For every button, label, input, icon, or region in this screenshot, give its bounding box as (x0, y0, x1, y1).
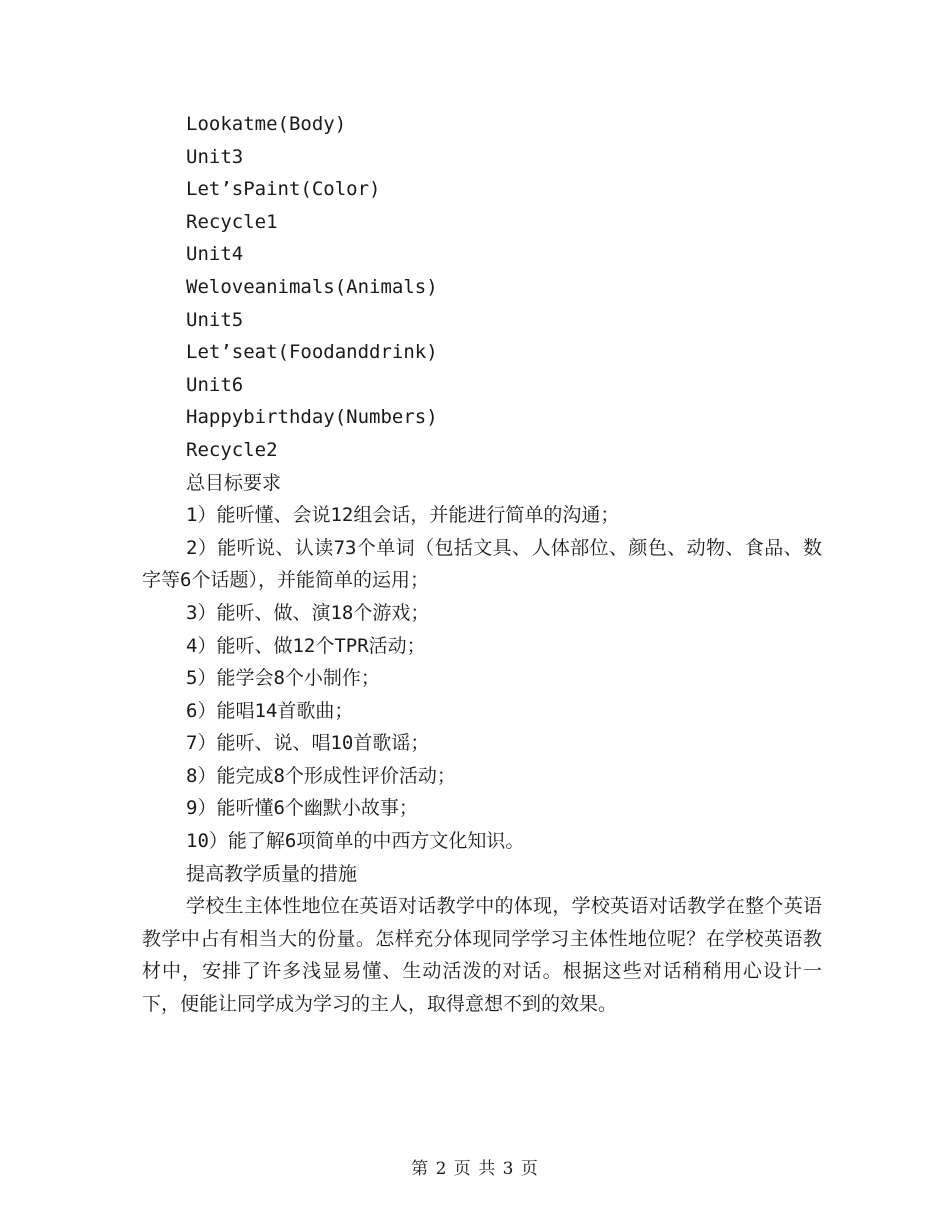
goal-item: 9）能听懂6个幽默小故事； (186, 797, 418, 820)
goal-item: 10）能了解6项简单的中西方文化知识。 (186, 830, 525, 853)
page-body (142, 108, 822, 1021)
goal-item: 3）能听、做、演18个游戏； (186, 601, 430, 624)
goal-item: 6）能唱14首歌曲； (186, 699, 354, 722)
unit-line: Unit6 (186, 373, 244, 396)
measures-paragraph: 学校生主体性地位在英语对话教学中的体现，学校英语对话教学在整个英语教学中占有相当大的份量。怎样充分体现同学学习主体性地位呢？在学校英语教材中，安排了许多浅显易懂、生动活泼的对话。根据这些对话稍稍用心设计一下，便能让同学成为学习的主人，取得意想不到的效果。 (142, 895, 822, 1016)
goal-item: 7）能听、说、唱10首歌谣； (186, 732, 430, 755)
measures-heading: 提高教学质量的措施 (186, 862, 358, 885)
goal-item: 4）能听、做12个TPR活动； (186, 634, 426, 657)
unit-line: Weloveanimals(Animals) (186, 275, 438, 298)
unit-line: Happybirthday(Numbers) (186, 406, 438, 429)
unit-line: Unit3 (186, 145, 244, 168)
page-number-footer: 第 2 页 共 3 页 (411, 1159, 539, 1179)
goal-item: 2）能听说、认读73个单词（包括文具、人体部位、颜色、动物、食品、数字等6个话题），并能简单的运用； (142, 536, 822, 592)
unit-line: Recycle1 (186, 210, 278, 233)
unit-line: Lookatme(Body) (186, 113, 347, 135)
unit-line: Recycle2 (186, 438, 278, 461)
goal-item: 5）能学会8个小制作； (186, 667, 380, 690)
unit-line: Unit4 (186, 243, 244, 266)
unit-line: Unit5 (186, 308, 244, 331)
unit-line: Let’seat(Foodanddrink) (186, 341, 438, 364)
goals-heading: 总目标要求 (186, 471, 282, 494)
goal-item: 8）能完成8个形成性评价活动； (186, 764, 456, 787)
goal-item: 1）能听懂、会说12组会话，并能进行简单的沟通； (186, 504, 620, 527)
unit-line: Let’sPaint(Color) (186, 178, 381, 201)
